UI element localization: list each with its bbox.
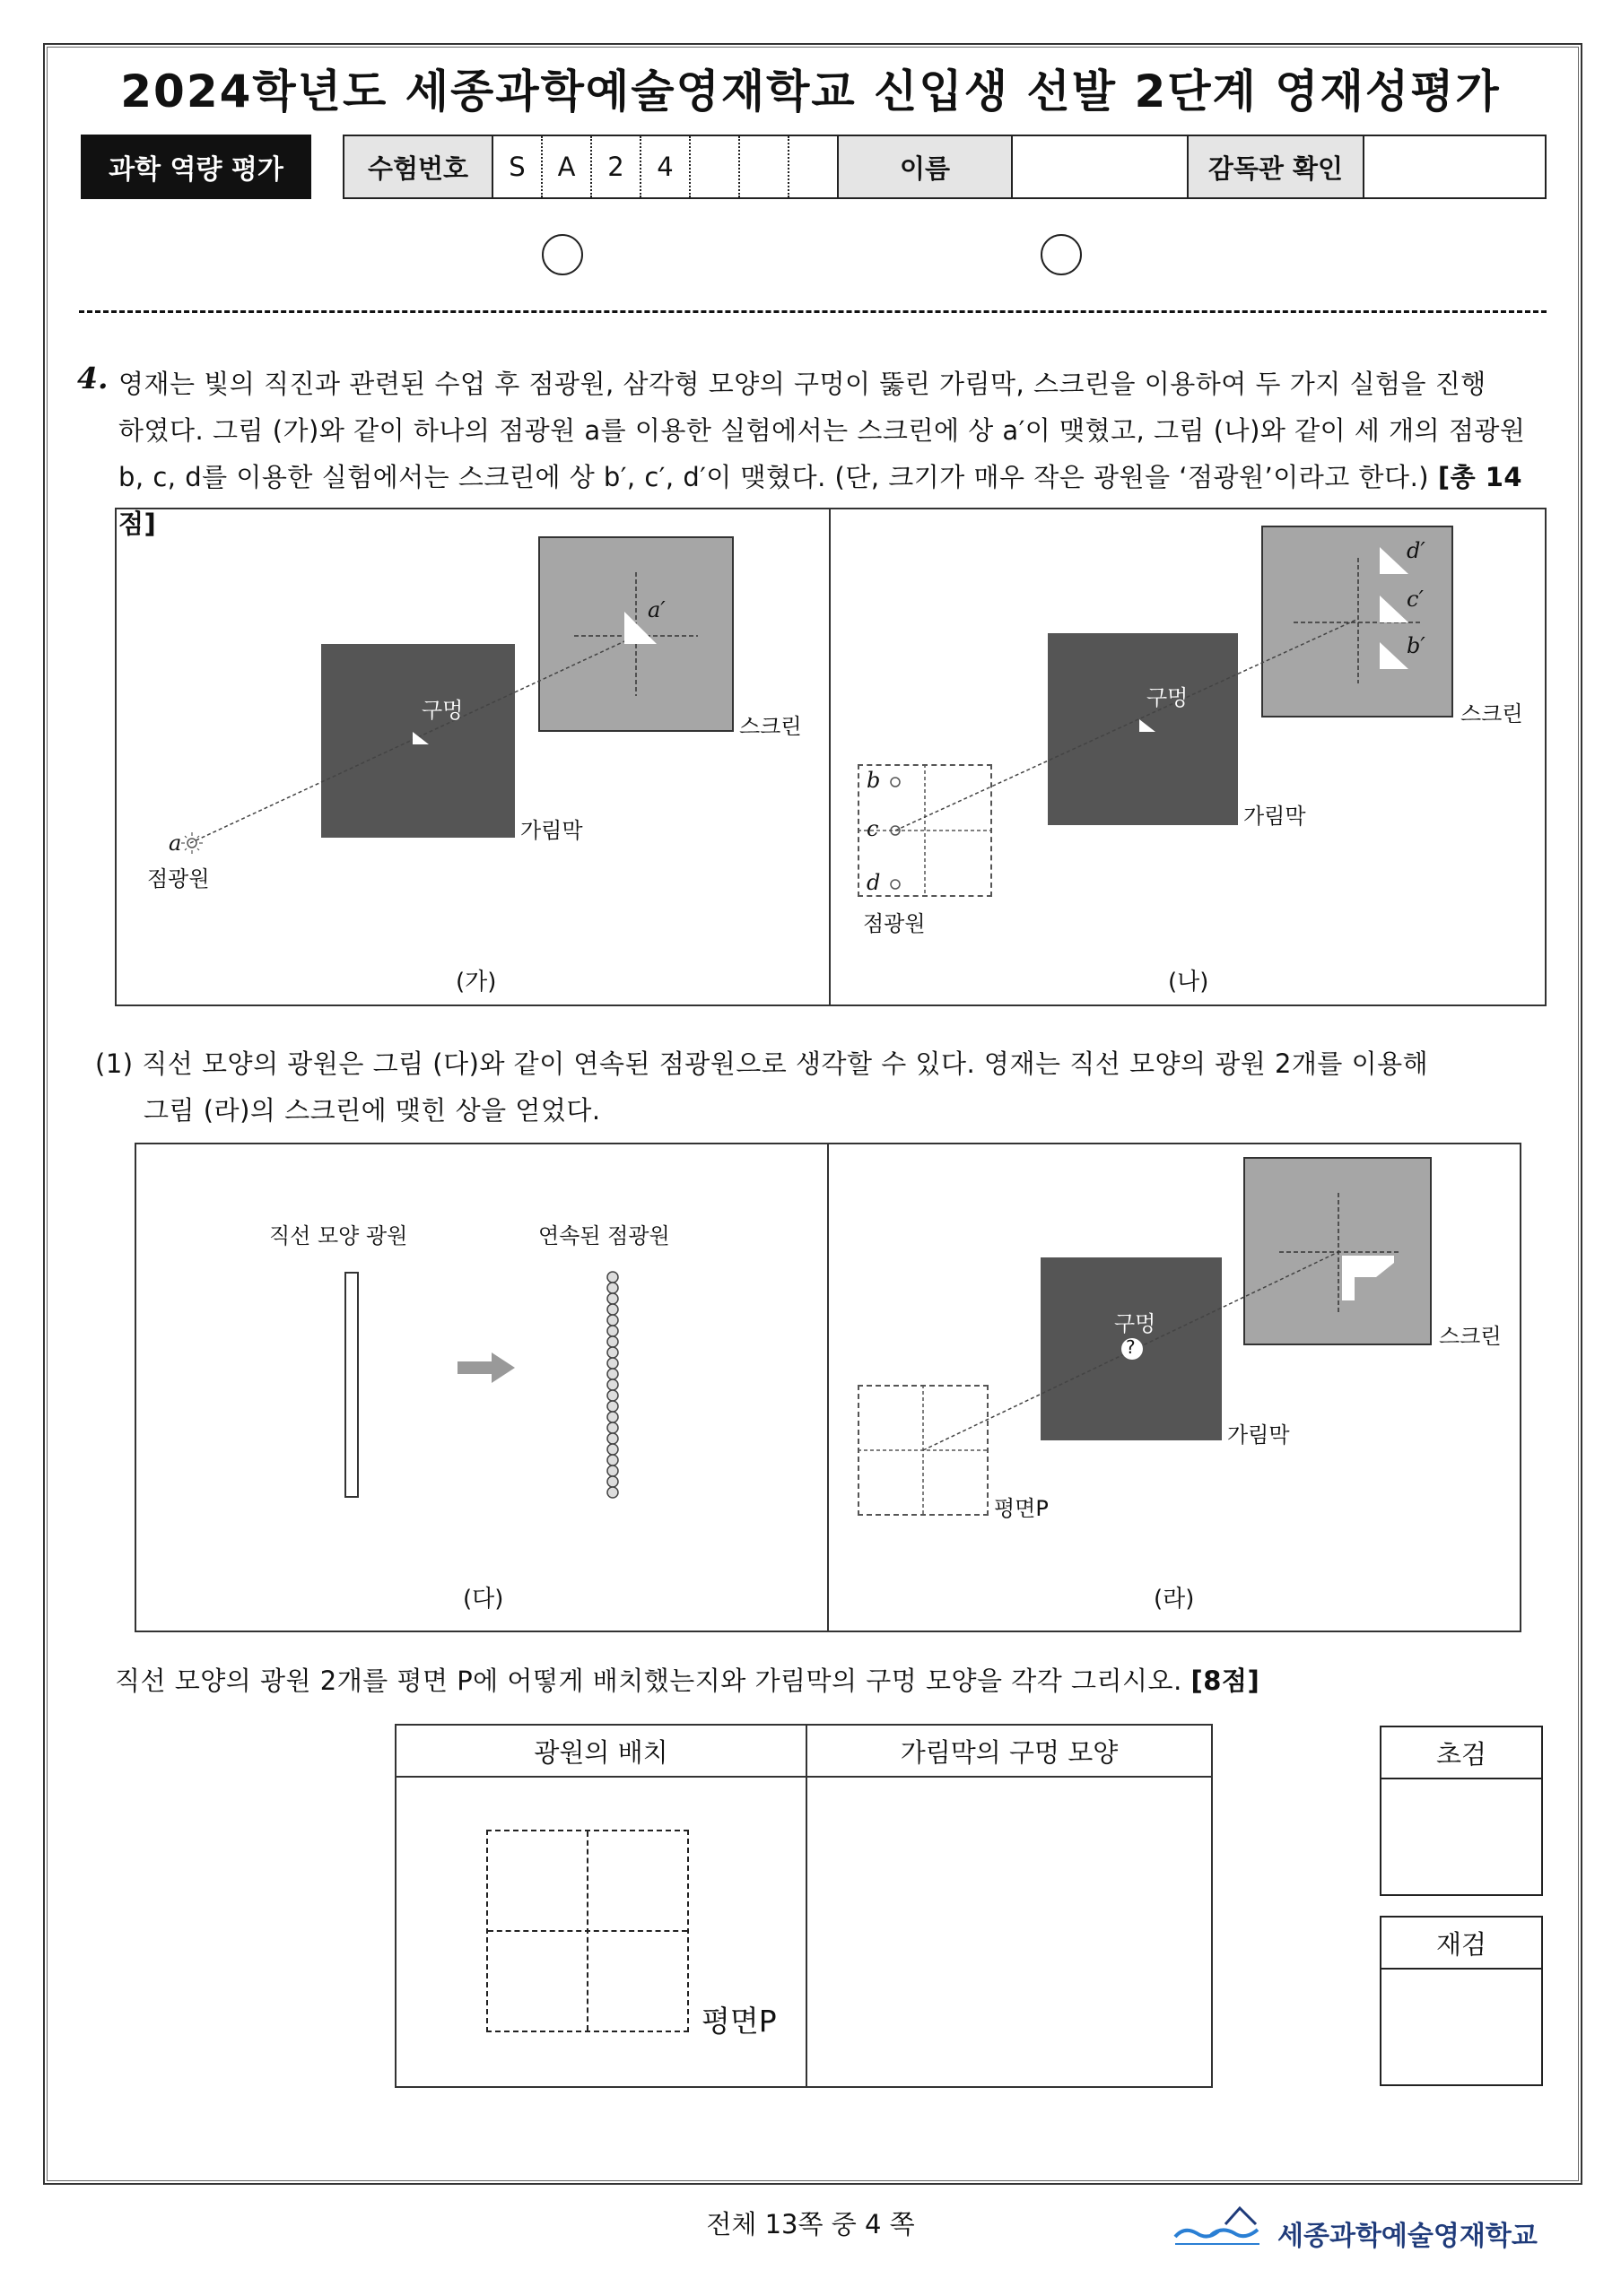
hole-label: 구멍 (1114, 1311, 1156, 1336)
sub-question-line: 그림 (라)의 스크린에 맺힌 상을 얻었다. (144, 1095, 601, 1126)
exam-number-digit[interactable]: 4 (641, 136, 691, 197)
task-instruction (115, 1657, 1259, 1704)
page-info: 전체 13쪽 중 4 쪽 (706, 2209, 915, 2239)
hole-label: 구멍 (422, 698, 464, 723)
answer-plane-label: 평면P (702, 2004, 777, 2039)
first-check-box (1380, 1726, 1543, 1896)
punch-circle (542, 234, 583, 275)
point-source (607, 1487, 618, 1498)
light-path (115, 508, 829, 1006)
sub-question-1 (95, 1040, 1548, 1134)
name-field[interactable] (1013, 136, 1189, 197)
point-source (607, 1465, 618, 1476)
plane-label: 평면P (994, 1496, 1049, 1521)
exam-title: 2024학년도 세종과학예술영재학교 신입생 선발 2단계 영재성평가 (120, 65, 1501, 117)
screen-label: 스크린 (1439, 1324, 1502, 1349)
stem-line: b, c, d를 이용한 실험에서는 스크린에 상 b′, c′, d′이 맺혔다. (단, 크기가 매우 작은 광원을 ‘점광원’이라고 한다.) (118, 462, 1438, 492)
supervisor-field[interactable] (1364, 136, 1545, 197)
sub-question-line: (1) 직선 모양의 광원은 그림 (다)와 같이 연속된 점광원으로 생각할 수 있다. 영재는 직선 모양의 광원 2개를 이용해 (95, 1048, 1429, 1079)
light-path (831, 508, 1547, 1006)
figure-da (135, 1143, 827, 1632)
hole-label: 구멍 (1146, 685, 1189, 710)
second-check-label: 재검 (1381, 1918, 1541, 1970)
figure-caption: (다) (463, 1586, 504, 1613)
continuous-points-label: 연속된 점광원 (538, 1223, 670, 1248)
hole-unknown: ? (1126, 1336, 1136, 1358)
point-source (607, 1369, 618, 1379)
figure-na (831, 508, 1547, 1006)
exam-number-digit[interactable]: S (493, 136, 543, 197)
supervisor-label: 감독관 확인 (1189, 136, 1364, 197)
name-label: 이름 (839, 136, 1013, 197)
point-source (607, 1293, 618, 1304)
exam-number-digit[interactable]: A (543, 136, 592, 197)
answer-col2-header: 가림막의 구멍 모양 (900, 1736, 1119, 1768)
line-light-source (344, 1272, 359, 1498)
point-source (607, 1422, 618, 1433)
source-name: a (169, 831, 182, 856)
image-name: c′ (1407, 587, 1424, 612)
answer-table (395, 1724, 1213, 2088)
task-text: 직선 모양의 광원 2개를 평면 P에 어떻게 배치했는지와 가림막의 구멍 모양을 각각 그리시오. (115, 1665, 1191, 1696)
point-source (607, 1433, 618, 1444)
point-source (607, 1283, 618, 1293)
figure-ga (115, 508, 829, 1006)
source-name: c (867, 816, 879, 841)
exam-number-digit[interactable]: 2 (592, 136, 641, 197)
image-name: a′ (648, 597, 666, 622)
point-source (607, 1326, 618, 1336)
image-name: b′ (1407, 633, 1425, 658)
answer-col1-header: 광원의 배치 (534, 1736, 668, 1768)
question-number: 4. (77, 361, 109, 396)
stem-line: 영재는 빛의 직진과 관련된 수업 후 점광원, 삼각형 모양의 구멍이 뚫린 가림막, 스크린을 이용하여 두 가지 실험을 진행 (118, 369, 1486, 399)
point-source (607, 1304, 618, 1315)
point-source (607, 1476, 618, 1487)
point-source (607, 1390, 618, 1401)
school-name: 세종과학예술영재학교 (1277, 2221, 1538, 2252)
point-source (607, 1358, 618, 1369)
barrier-label: 가림막 (520, 818, 583, 843)
screen-label: 스크린 (739, 714, 802, 739)
examinee-info-table (343, 135, 1547, 199)
point-source (607, 1336, 618, 1347)
second-check-box (1380, 1916, 1543, 2086)
figure-ra (829, 1143, 1521, 1632)
barrier-label: 가림막 (1227, 1422, 1290, 1448)
point-source (607, 1412, 618, 1422)
point-source (607, 1315, 618, 1326)
point-source (607, 1272, 618, 1283)
exam-number-digit[interactable] (789, 136, 839, 197)
first-check-label: 초검 (1381, 1727, 1541, 1779)
figure-caption: (나) (1168, 969, 1209, 996)
task-points: [8점] (1190, 1665, 1260, 1696)
source-name: d (867, 870, 881, 895)
second-check-field[interactable] (1381, 1970, 1541, 2084)
question-points: [총 14점] (118, 462, 1523, 539)
cut-line (79, 310, 1547, 313)
answer-plane-p[interactable] (486, 1830, 689, 2032)
source-name: b (867, 768, 881, 793)
point-source (607, 1444, 618, 1455)
first-check-field[interactable] (1381, 1779, 1541, 1894)
source-label: 점광원 (863, 911, 926, 936)
punch-circle (1041, 234, 1082, 275)
figure-caption: (라) (1154, 1586, 1195, 1613)
point-source (607, 1455, 618, 1465)
point-source (607, 1401, 618, 1412)
light-path (829, 1143, 1521, 1632)
image-name: d′ (1407, 538, 1425, 563)
stem-line: 하였다. 그림 (가)와 같이 하나의 점광원 a를 이용한 실험에서는 스크린에 상 a′이 맺혔고, 그림 (나)와 같이 세 개의 점광원 (118, 415, 1526, 446)
school-logo-icon (1166, 2192, 1274, 2255)
point-source-chain (601, 1268, 624, 1503)
hole-shape-answer-area[interactable] (807, 1778, 1211, 2086)
arrow-icon (458, 1352, 515, 1383)
screen-label: 스크린 (1460, 701, 1523, 726)
source-label: 점광원 (147, 866, 210, 891)
exam-number-digit[interactable] (740, 136, 789, 197)
point-source (607, 1347, 618, 1358)
figure-caption: (가) (456, 969, 497, 996)
exam-number-label: 수험번호 (344, 136, 493, 197)
section-badge: 과학 역량 평가 (81, 135, 311, 199)
point-source (607, 1379, 618, 1390)
barrier-label: 가림막 (1243, 804, 1306, 829)
exam-number-digit[interactable] (691, 136, 740, 197)
line-source-label: 직선 모양 광원 (269, 1223, 408, 1248)
